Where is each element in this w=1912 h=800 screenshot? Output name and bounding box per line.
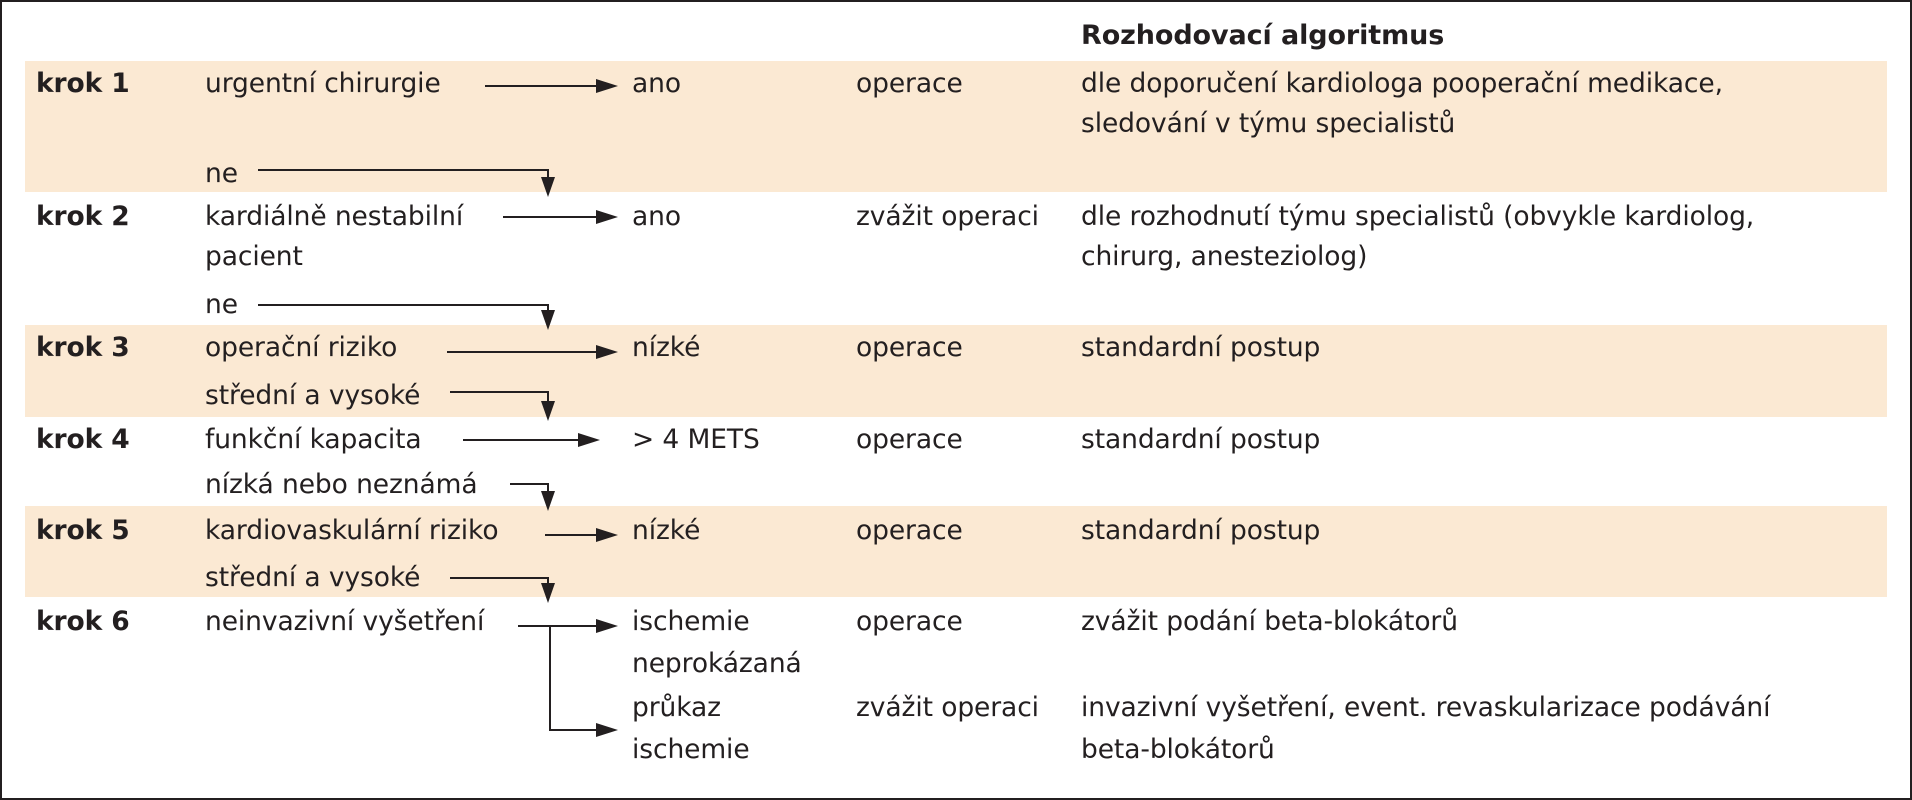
step-2-yes: ano bbox=[632, 201, 681, 232]
step-3-note: standardní postup bbox=[1081, 332, 1321, 363]
step-1-label: krok 1 bbox=[36, 68, 130, 99]
step-6-branch-2-result-line-1: průkaz bbox=[632, 692, 721, 723]
step-6-branch-1-action: operace bbox=[856, 606, 963, 637]
step-2-condition-line-2: pacient bbox=[205, 241, 303, 272]
step-6-branch-2-note-line-2: beta-blokátorů bbox=[1081, 734, 1275, 765]
step-5-condition: kardiovaskulární riziko bbox=[205, 515, 499, 546]
step-2-label: krok 2 bbox=[36, 201, 130, 232]
step-1-yes: ano bbox=[632, 68, 681, 99]
step-3-label: krok 3 bbox=[36, 332, 130, 363]
step-4-note: standardní postup bbox=[1081, 424, 1321, 455]
step-2-no: ne bbox=[205, 289, 238, 320]
step-6-condition: neinvazivní vyšetření bbox=[205, 606, 485, 637]
step-5-yes: nízké bbox=[632, 515, 701, 546]
step-4-action: operace bbox=[856, 424, 963, 455]
step-1-action: operace bbox=[856, 68, 963, 99]
step-1-condition: urgentní chirurgie bbox=[205, 68, 441, 99]
step-3-condition: operační riziko bbox=[205, 332, 398, 363]
step-4-no: nízká nebo neznámá bbox=[205, 469, 478, 500]
step-5-no: střední a vysoké bbox=[205, 562, 421, 593]
step-4-label: krok 4 bbox=[36, 424, 130, 455]
diagram-title: Rozhodovací algoritmus bbox=[1081, 20, 1445, 51]
step-6-branch-1-note: zvážit podání beta-blokátorů bbox=[1081, 606, 1458, 637]
step-1-note-line-1: dle doporučení kardiologa pooperační medikace, bbox=[1081, 68, 1723, 99]
step-6-branch-2-action: zvážit operaci bbox=[856, 692, 1039, 723]
step-4-yes: > 4 METS bbox=[632, 424, 760, 455]
step-6-branch-1-result-line-2: neprokázaná bbox=[632, 648, 802, 679]
step-6-label: krok 6 bbox=[36, 606, 130, 637]
step-2-condition-line-1: kardiálně nestabilní bbox=[205, 201, 464, 232]
step-2-note-line-2: chirurg, anesteziolog) bbox=[1081, 241, 1368, 272]
step-2-action: zvážit operaci bbox=[856, 201, 1039, 232]
step-1-no: ne bbox=[205, 158, 238, 189]
step-3-yes: nízké bbox=[632, 332, 701, 363]
step-5-label: krok 5 bbox=[36, 515, 130, 546]
step-6-branch-1-result-line-1: ischemie bbox=[632, 606, 750, 637]
step-3-no: střední a vysoké bbox=[205, 380, 421, 411]
arrow-heads bbox=[541, 79, 618, 737]
step-2-note-line-1: dle rozhodnutí týmu specialistů (obvykle kardiolog, bbox=[1081, 201, 1755, 232]
step-1-note-line-2: sledování v týmu specialistů bbox=[1081, 108, 1456, 139]
step-6-branch-2-note-line-1: invazivní vyšetření, event. revaskularizace podávání bbox=[1081, 692, 1771, 723]
step-3-action: operace bbox=[856, 332, 963, 363]
step-4-condition: funkční kapacita bbox=[205, 424, 422, 455]
step-5-action: operace bbox=[856, 515, 963, 546]
step-6-branch-2-result-line-2: ischemie bbox=[632, 734, 750, 765]
step-5-note: standardní postup bbox=[1081, 515, 1321, 546]
